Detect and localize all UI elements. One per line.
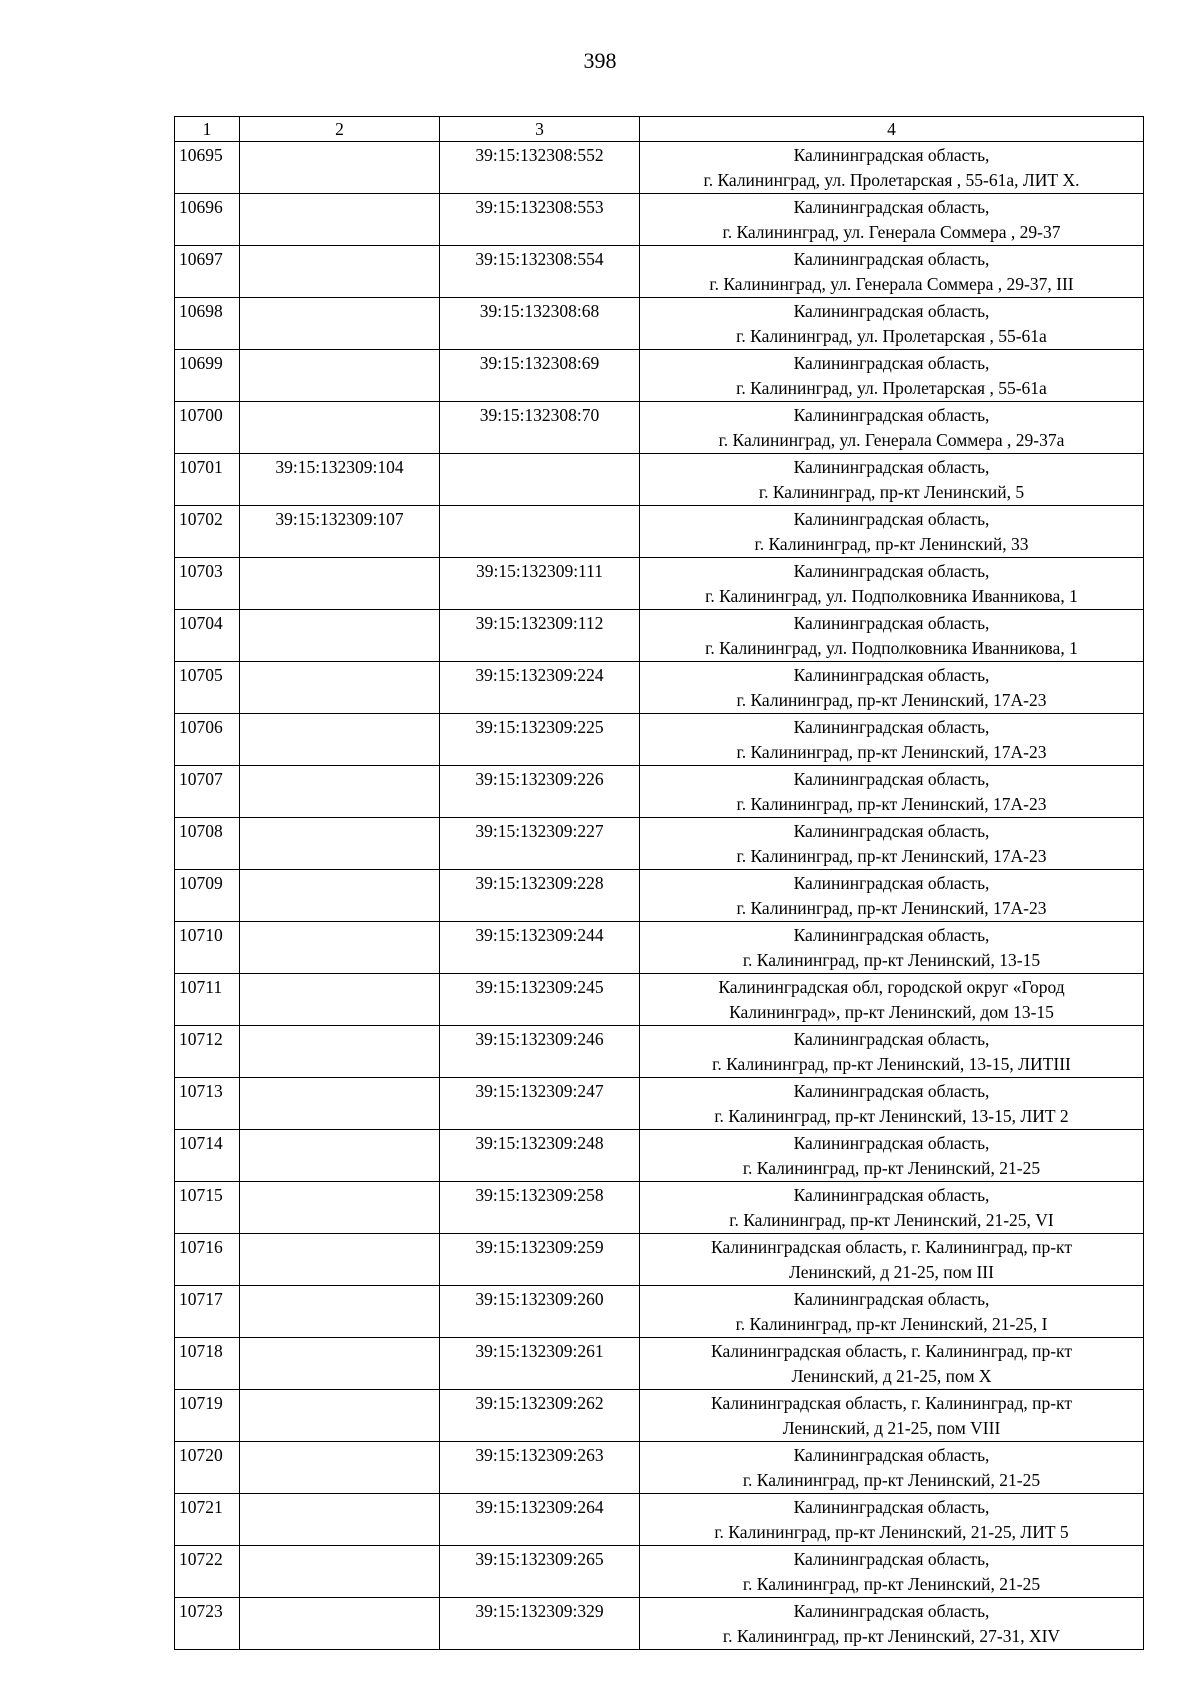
address-line-2: Ленинский, д 21-25, пом VIII — [782, 1418, 1001, 1438]
address-line-1: Калининградская область, г. Калининград, пр-кт — [711, 1341, 1072, 1361]
address-line-1: Калининградская область, — [793, 1601, 990, 1621]
land-cadastral-number — [240, 610, 440, 662]
record-number: 10723 — [175, 1598, 240, 1650]
table-row — [175, 194, 1144, 246]
table-row — [175, 1494, 1144, 1546]
table-row — [175, 1546, 1144, 1598]
building-cadastral-number: 39:15:132309:111 — [440, 558, 640, 610]
record-number: 10696 — [175, 194, 240, 246]
address-cell — [640, 662, 1144, 714]
address-line-1: Калининградская область, г. Калининград, пр-кт — [711, 1237, 1072, 1257]
building-cadastral-number: 39:15:132309:261 — [440, 1338, 640, 1390]
record-number: 10712 — [175, 1026, 240, 1078]
address-cell — [640, 818, 1144, 870]
address-line-2: г. Калининград, ул. Подполковника Иванникова, 1 — [705, 638, 1078, 658]
page-number: 398 — [583, 48, 617, 73]
header-col-2: 2 — [240, 117, 440, 142]
address-line-1: Калининградская область, — [793, 197, 990, 217]
record-number: 10701 — [175, 454, 240, 506]
land-cadastral-number — [240, 662, 440, 714]
address-cell — [640, 1546, 1144, 1598]
building-cadastral-number — [440, 454, 640, 506]
header-row — [175, 117, 1144, 142]
header-col-1: 1 — [175, 117, 240, 142]
building-cadastral-number: 39:15:132309:112 — [440, 610, 640, 662]
table-body — [175, 142, 1144, 1650]
building-cadastral-number: 39:15:132309:228 — [440, 870, 640, 922]
land-cadastral-number: 39:15:132309:104 — [240, 454, 440, 506]
address-line-2: г. Калининград, пр-кт Ленинский, 27-31, XIV — [722, 1626, 1061, 1646]
address-line-1: Калининградская область, — [793, 1185, 990, 1205]
land-cadastral-number — [240, 714, 440, 766]
building-cadastral-number: 39:15:132308:552 — [440, 142, 640, 194]
address-cell — [640, 870, 1144, 922]
record-number: 10720 — [175, 1442, 240, 1494]
land-cadastral-number — [240, 142, 440, 194]
address-line-2: г. Калининград, пр-кт Ленинский, 5 — [758, 482, 1025, 502]
record-number: 10704 — [175, 610, 240, 662]
building-cadastral-number: 39:15:132309:259 — [440, 1234, 640, 1286]
land-cadastral-number — [240, 922, 440, 974]
record-number: 10719 — [175, 1390, 240, 1442]
building-cadastral-number: 39:15:132309:262 — [440, 1390, 640, 1442]
record-number: 10695 — [175, 142, 240, 194]
address-cell — [640, 1234, 1144, 1286]
address-line-1: Калининградская область, — [793, 509, 990, 529]
address-cell — [640, 350, 1144, 402]
address-line-1: Калининградская область, — [793, 1289, 990, 1309]
land-cadastral-number: 39:15:132309:107 — [240, 506, 440, 558]
address-line-1: Калининградская область, — [793, 873, 990, 893]
address-cell — [640, 558, 1144, 610]
land-cadastral-number — [240, 350, 440, 402]
address-cell — [640, 1442, 1144, 1494]
address-line-1: Калининградская область, — [793, 717, 990, 737]
table-row — [175, 558, 1144, 610]
table-row — [175, 1078, 1144, 1130]
registry-table — [174, 116, 1144, 1650]
land-cadastral-number — [240, 818, 440, 870]
address-cell — [640, 142, 1144, 194]
record-number: 10710 — [175, 922, 240, 974]
table-row — [175, 766, 1144, 818]
building-cadastral-number — [440, 506, 640, 558]
address-line-2: г. Калининград, пр-кт Ленинский, 21-25 — [742, 1158, 1041, 1178]
table-row — [175, 402, 1144, 454]
address-line-2: г. Калининград, пр-кт Ленинский, 21-25 — [742, 1574, 1041, 1594]
record-number: 10711 — [175, 974, 240, 1026]
record-number: 10713 — [175, 1078, 240, 1130]
address-line-2: г. Калининград, ул. Генерала Соммера , 29-37, III — [709, 274, 1074, 294]
record-number: 10702 — [175, 506, 240, 558]
address-cell — [640, 974, 1144, 1026]
record-number: 10717 — [175, 1286, 240, 1338]
table-row — [175, 1338, 1144, 1390]
address-line-2: г. Калининград, пр-кт Ленинский, 13-15, ЛИТIII — [712, 1054, 1071, 1074]
address-line-2: г. Калининград, ул. Подполковника Иванникова, 1 — [705, 586, 1078, 606]
address-line-2: г. Калининград, ул. Пролетарская , 55-61а — [736, 378, 1047, 398]
record-number: 10709 — [175, 870, 240, 922]
record-number: 10721 — [175, 1494, 240, 1546]
building-cadastral-number: 39:15:132309:246 — [440, 1026, 640, 1078]
header-col-4: 4 — [640, 117, 1144, 142]
address-cell — [640, 506, 1144, 558]
address-line-2: Калининград», пр-кт Ленинский, дом 13-15 — [729, 1002, 1054, 1022]
land-cadastral-number — [240, 194, 440, 246]
table-row — [175, 818, 1144, 870]
address-cell — [640, 1026, 1144, 1078]
building-cadastral-number: 39:15:132308:69 — [440, 350, 640, 402]
address-cell — [640, 1130, 1144, 1182]
address-line-2: г. Калининград, пр-кт Ленинский, 21-25, I — [735, 1314, 1048, 1334]
address-line-1: Калининградская область, — [793, 1445, 990, 1465]
building-cadastral-number: 39:15:132309:224 — [440, 662, 640, 714]
table-row — [175, 506, 1144, 558]
table-row — [175, 1130, 1144, 1182]
building-cadastral-number: 39:15:132308:554 — [440, 246, 640, 298]
address-line-1: Калининградская область, — [793, 1549, 990, 1569]
address-cell — [640, 1390, 1144, 1442]
building-cadastral-number: 39:15:132309:260 — [440, 1286, 640, 1338]
record-number: 10716 — [175, 1234, 240, 1286]
table-row — [175, 246, 1144, 298]
building-cadastral-number: 39:15:132309:248 — [440, 1130, 640, 1182]
building-cadastral-number: 39:15:132309:227 — [440, 818, 640, 870]
address-cell — [640, 1286, 1144, 1338]
table-row — [175, 1182, 1144, 1234]
building-cadastral-number: 39:15:132308:70 — [440, 402, 640, 454]
land-cadastral-number — [240, 1130, 440, 1182]
record-number: 10707 — [175, 766, 240, 818]
address-line-1: Калининградская область, — [793, 405, 990, 425]
address-line-1: Калининградская область, — [793, 1081, 990, 1101]
land-cadastral-number — [240, 870, 440, 922]
building-cadastral-number: 39:15:132309:247 — [440, 1078, 640, 1130]
address-line-1: Калининградская область, — [793, 1497, 990, 1517]
building-cadastral-number: 39:15:132308:553 — [440, 194, 640, 246]
record-number: 10722 — [175, 1546, 240, 1598]
record-number: 10708 — [175, 818, 240, 870]
address-line-2: г. Калининград, пр-кт Ленинский, 13-15, ЛИТ 2 — [714, 1106, 1069, 1126]
table-row — [175, 922, 1144, 974]
building-cadastral-number: 39:15:132309:245 — [440, 974, 640, 1026]
address-line-2: г. Калининград, пр-кт Ленинский, 17А-23 — [736, 898, 1047, 918]
table-row — [175, 714, 1144, 766]
table-row — [175, 142, 1144, 194]
address-line-2: г. Калининград, пр-кт Ленинский, 33 — [754, 534, 1029, 554]
address-line-1: Калининградская область, — [793, 821, 990, 841]
table-row — [175, 1286, 1144, 1338]
land-cadastral-number — [240, 1546, 440, 1598]
table-row — [175, 1026, 1144, 1078]
building-cadastral-number: 39:15:132309:265 — [440, 1546, 640, 1598]
address-cell — [640, 298, 1144, 350]
address-cell — [640, 766, 1144, 818]
address-cell — [640, 194, 1144, 246]
address-line-2: г. Калининград, пр-кт Ленинский, 21-25 — [742, 1470, 1041, 1490]
land-cadastral-number — [240, 1286, 440, 1338]
record-number: 10718 — [175, 1338, 240, 1390]
land-cadastral-number — [240, 1026, 440, 1078]
record-number: 10703 — [175, 558, 240, 610]
building-cadastral-number: 39:15:132309:226 — [440, 766, 640, 818]
address-line-2: г. Калининград, пр-кт Ленинский, 17А-23 — [736, 742, 1047, 762]
record-number: 10714 — [175, 1130, 240, 1182]
address-line-1: Калининградская область, — [793, 769, 990, 789]
address-cell — [640, 1494, 1144, 1546]
address-line-2: г. Калининград, пр-кт Ленинский, 13-15 — [742, 950, 1041, 970]
address-line-1: Калининградская область, г. Калининград, пр-кт — [711, 1393, 1072, 1413]
address-line-1: Калининградская область, — [793, 1029, 990, 1049]
land-cadastral-number — [240, 1494, 440, 1546]
land-cadastral-number — [240, 298, 440, 350]
land-cadastral-number — [240, 1598, 440, 1650]
table-row — [175, 1234, 1144, 1286]
address-line-2: г. Калининград, ул. Генерала Соммера , 29-37 — [722, 222, 1061, 242]
land-cadastral-number — [240, 402, 440, 454]
address-line-2: г. Калининград, пр-кт Ленинский, 17А-23 — [736, 690, 1047, 710]
record-number: 10697 — [175, 246, 240, 298]
address-line-2: г. Калининград, пр-кт Ленинский, 17А-23 — [736, 846, 1047, 866]
building-cadastral-number: 39:15:132309:263 — [440, 1442, 640, 1494]
table-row — [175, 350, 1144, 402]
table-row — [175, 870, 1144, 922]
table-row — [175, 298, 1144, 350]
address-cell — [640, 1338, 1144, 1390]
land-cadastral-number — [240, 1078, 440, 1130]
address-line-1: Калининградская область, — [793, 301, 990, 321]
building-cadastral-number: 39:15:132308:68 — [440, 298, 640, 350]
address-line-2: г. Калининград, пр-кт Ленинский, 17А-23 — [736, 794, 1047, 814]
address-line-1: Калининградская область, — [793, 665, 990, 685]
table-row — [175, 1598, 1144, 1650]
address-line-2: г. Калининград, ул. Генерала Соммера , 29-37а — [718, 430, 1065, 450]
address-line-2: г. Калининград, ул. Пролетарская , 55-61а, ЛИТ X. — [703, 170, 1080, 190]
address-cell — [640, 246, 1144, 298]
land-cadastral-number — [240, 1338, 440, 1390]
table-row — [175, 662, 1144, 714]
address-line-2: Ленинский, д 21-25, пом III — [789, 1262, 994, 1282]
address-line-1: Калининградская область, — [793, 353, 990, 373]
land-cadastral-number — [240, 246, 440, 298]
address-line-1: Калининградская область, — [793, 249, 990, 269]
land-cadastral-number — [240, 1390, 440, 1442]
address-cell — [640, 402, 1144, 454]
building-cadastral-number: 39:15:132309:258 — [440, 1182, 640, 1234]
table-row — [175, 454, 1144, 506]
land-cadastral-number — [240, 766, 440, 818]
address-cell — [640, 610, 1144, 662]
address-line-1: Калининградская область, — [793, 1133, 990, 1153]
address-line-1: Калининградская область, — [793, 457, 990, 477]
building-cadastral-number: 39:15:132309:329 — [440, 1598, 640, 1650]
record-number: 10699 — [175, 350, 240, 402]
address-line-2: г. Калининград, пр-кт Ленинский, 21-25, ЛИТ 5 — [714, 1522, 1069, 1542]
record-number: 10698 — [175, 298, 240, 350]
address-line-1: Калининградская обл, городской округ «Город — [718, 977, 1065, 997]
land-cadastral-number — [240, 1182, 440, 1234]
address-cell — [640, 1598, 1144, 1650]
land-cadastral-number — [240, 558, 440, 610]
address-line-2: Ленинский, д 21-25, пом X — [791, 1366, 992, 1386]
address-line-1: Калининградская область, — [793, 613, 990, 633]
record-number: 10715 — [175, 1182, 240, 1234]
address-cell — [640, 1182, 1144, 1234]
header-col-3: 3 — [440, 117, 640, 142]
table-header — [175, 117, 1144, 142]
record-number: 10700 — [175, 402, 240, 454]
record-number: 10705 — [175, 662, 240, 714]
table-row — [175, 1390, 1144, 1442]
building-cadastral-number: 39:15:132309:244 — [440, 922, 640, 974]
table-row — [175, 1442, 1144, 1494]
table-row — [175, 974, 1144, 1026]
land-cadastral-number — [240, 1442, 440, 1494]
address-line-2: г. Калининград, пр-кт Ленинский, 21-25, VI — [729, 1210, 1054, 1230]
address-cell — [640, 922, 1144, 974]
address-cell — [640, 454, 1144, 506]
address-line-1: Калининградская область, — [793, 925, 990, 945]
address-line-2: г. Калининград, ул. Пролетарская , 55-61а — [736, 326, 1047, 346]
address-line-1: Калининградская область, — [793, 561, 990, 581]
land-cadastral-number — [240, 974, 440, 1026]
building-cadastral-number: 39:15:132309:225 — [440, 714, 640, 766]
address-cell — [640, 714, 1144, 766]
address-line-1: Калининградская область, — [793, 145, 990, 165]
table-row — [175, 610, 1144, 662]
land-cadastral-number — [240, 1234, 440, 1286]
building-cadastral-number: 39:15:132309:264 — [440, 1494, 640, 1546]
address-cell — [640, 1078, 1144, 1130]
record-number: 10706 — [175, 714, 240, 766]
